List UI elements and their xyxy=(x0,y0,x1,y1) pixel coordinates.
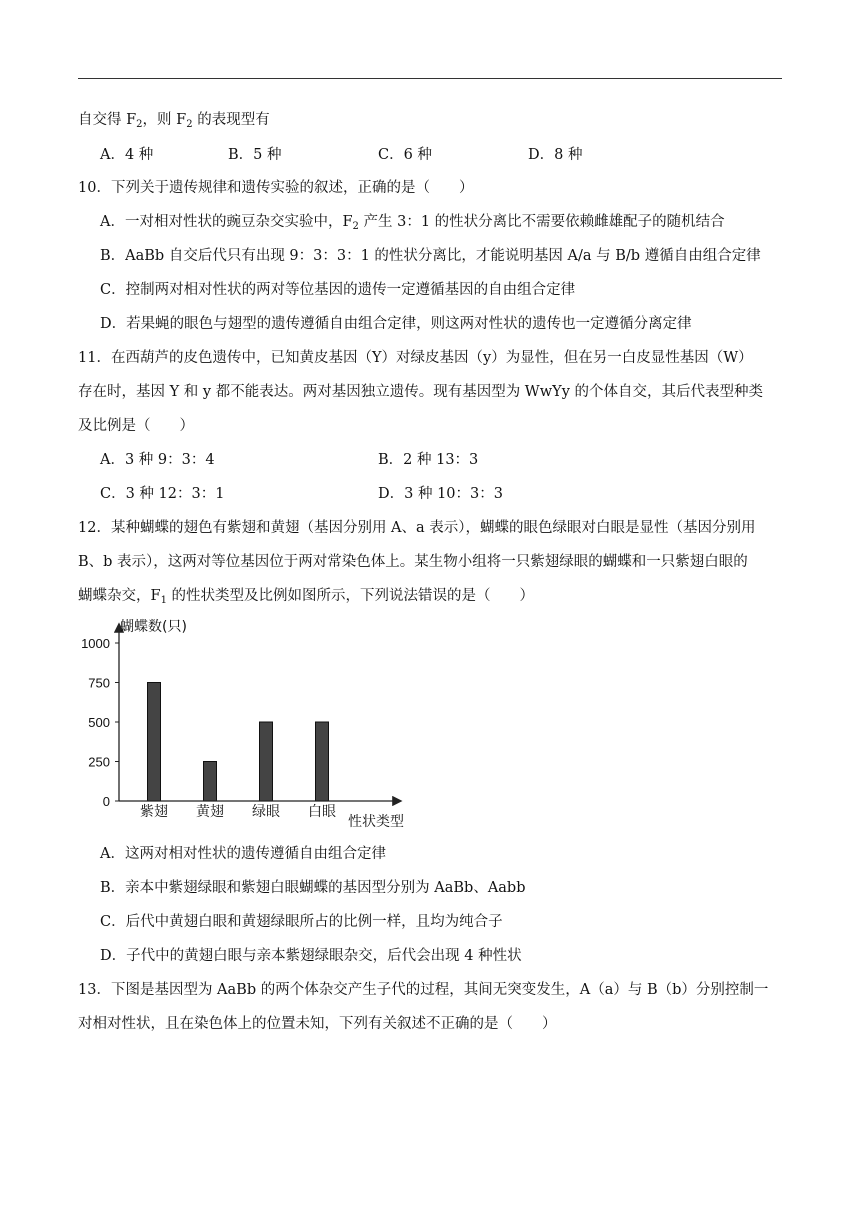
q11-stem-line1: 11．在西葫芦的皮色遗传中，已知黄皮基因（Y）对绿皮基因（y）为显性，但在另一白皮显性基因（W） xyxy=(78,350,753,366)
y-tick-label: 1000 xyxy=(81,636,110,651)
q11-option-a[interactable]: A．3 种 9：3：4 xyxy=(100,452,215,468)
x-category-label: 白眼 xyxy=(308,804,336,820)
q10-stem: 10．下列关于遗传规律和遗传实验的叙述，正确的是（ ） xyxy=(78,180,474,196)
y-axis-label: 蝴蝶数(只) xyxy=(120,619,187,635)
bar-3 xyxy=(260,722,273,801)
y-tick-label: 0 xyxy=(102,794,110,809)
bar-1 xyxy=(148,683,161,802)
y-tick-label: 500 xyxy=(88,715,110,730)
q10-option-c[interactable]: C．控制两对相对性状的两对等位基因的遗传一定遵循基因的自由组合定律 xyxy=(100,282,576,298)
q12-stem-line2: B、b 表示），这两对等位基因位于两对常染色体上。某生物小组将一只紫翅绿眼的蝴蝶和一只紫翅白眼的 xyxy=(78,554,748,570)
q12-stem-line1: 12．某种蝴蝶的翅色有紫翅和黄翅（基因分别用 A、a 表示），蝴蝶的眼色绿眼对白眼是显性（基因分别用 xyxy=(78,520,756,536)
y-tick-label: 750 xyxy=(88,675,110,691)
q11-option-b[interactable]: B．2 种 13：3 xyxy=(378,452,479,468)
q9-stem: 自交得 $F_2$，则 $F_2$ 的表现型有 xyxy=(78,112,270,130)
q9-option-b[interactable]: B．5 种 xyxy=(228,147,282,163)
q9-option-d[interactable]: D．8 种 xyxy=(528,147,583,163)
x-category-label: 紫翅 xyxy=(140,804,168,820)
x-category-label: 绿眼 xyxy=(252,804,280,820)
q12-option-a[interactable]: A．这两对相对性状的遗传遵循自由组合定律 xyxy=(100,846,386,862)
q11-option-d[interactable]: D．3 种 10：3：3 xyxy=(378,486,503,502)
x-category-label: 黄翅 xyxy=(196,804,224,820)
q9-option-c[interactable]: C．6 种 xyxy=(378,147,432,163)
header-rule xyxy=(78,78,782,79)
q11-stem-line3: 及比例是（ ） xyxy=(78,418,194,434)
bar-4 xyxy=(316,722,329,801)
bar-chart-svg xyxy=(78,615,418,835)
y-tick-label: 250 xyxy=(88,754,110,770)
butterfly-trait-bar-chart xyxy=(78,615,418,835)
q9-option-a[interactable]: A．4 种 xyxy=(100,147,154,163)
q10-option-b[interactable]: B．AaBb 自交后代只有出现 9：3：3：1 的性状分离比，才能说明基因 A/a 与 B/b 遵循自由组合定律 xyxy=(100,248,761,264)
q13-stem-line2: 对相对性状，且在染色体上的位置未知，下列有关叙述不正确的是（ ） xyxy=(78,1016,557,1032)
q12-stem-line3: 蝴蝶杂交，$F_1$ 的性状类型及比例如图所示，下列说法错误的是（ ） xyxy=(78,588,535,606)
x-axis-label: 性状类型 xyxy=(348,814,404,830)
q10-option-a[interactable]: A．一对相对性状的豌豆杂交实验中，$F_2$ 产生 3：1 的性状分离比不需要依赖雌雄配子的随机结合 xyxy=(100,214,725,232)
q11-stem-line2: 存在时，基因 Y 和 y 都不能表达。两对基因独立遗传。现有基因型为 WwYy 的个体自交，其后代表型种类 xyxy=(78,384,763,400)
bar-2 xyxy=(204,762,217,802)
q11-option-c[interactable]: C．3 种 12：3：1 xyxy=(100,486,225,502)
q10-option-d[interactable]: D．若果蝇的眼色与翅型的遗传遵循自由组合定律，则这两对性状的遗传也一定遵循分离定律 xyxy=(100,316,692,332)
q12-option-c[interactable]: C．后代中黄翅白眼和黄翅绿眼所占的比例一样，且均为纯合子 xyxy=(100,914,503,930)
q13-stem-line1: 13．下图是基因型为 AaBb 的两个体杂交产生子代的过程，其间无突变发生，A（a）与 B（b）分别控制一 xyxy=(78,982,769,998)
q12-option-b[interactable]: B．亲本中紫翅绿眼和紫翅白眼蝴蝶的基因型分别为 AaBb、Aabb xyxy=(100,880,526,896)
q12-option-d[interactable]: D．子代中的黄翅白眼与亲本紫翅绿眼杂交，后代会出现 4 种性状 xyxy=(100,948,522,964)
